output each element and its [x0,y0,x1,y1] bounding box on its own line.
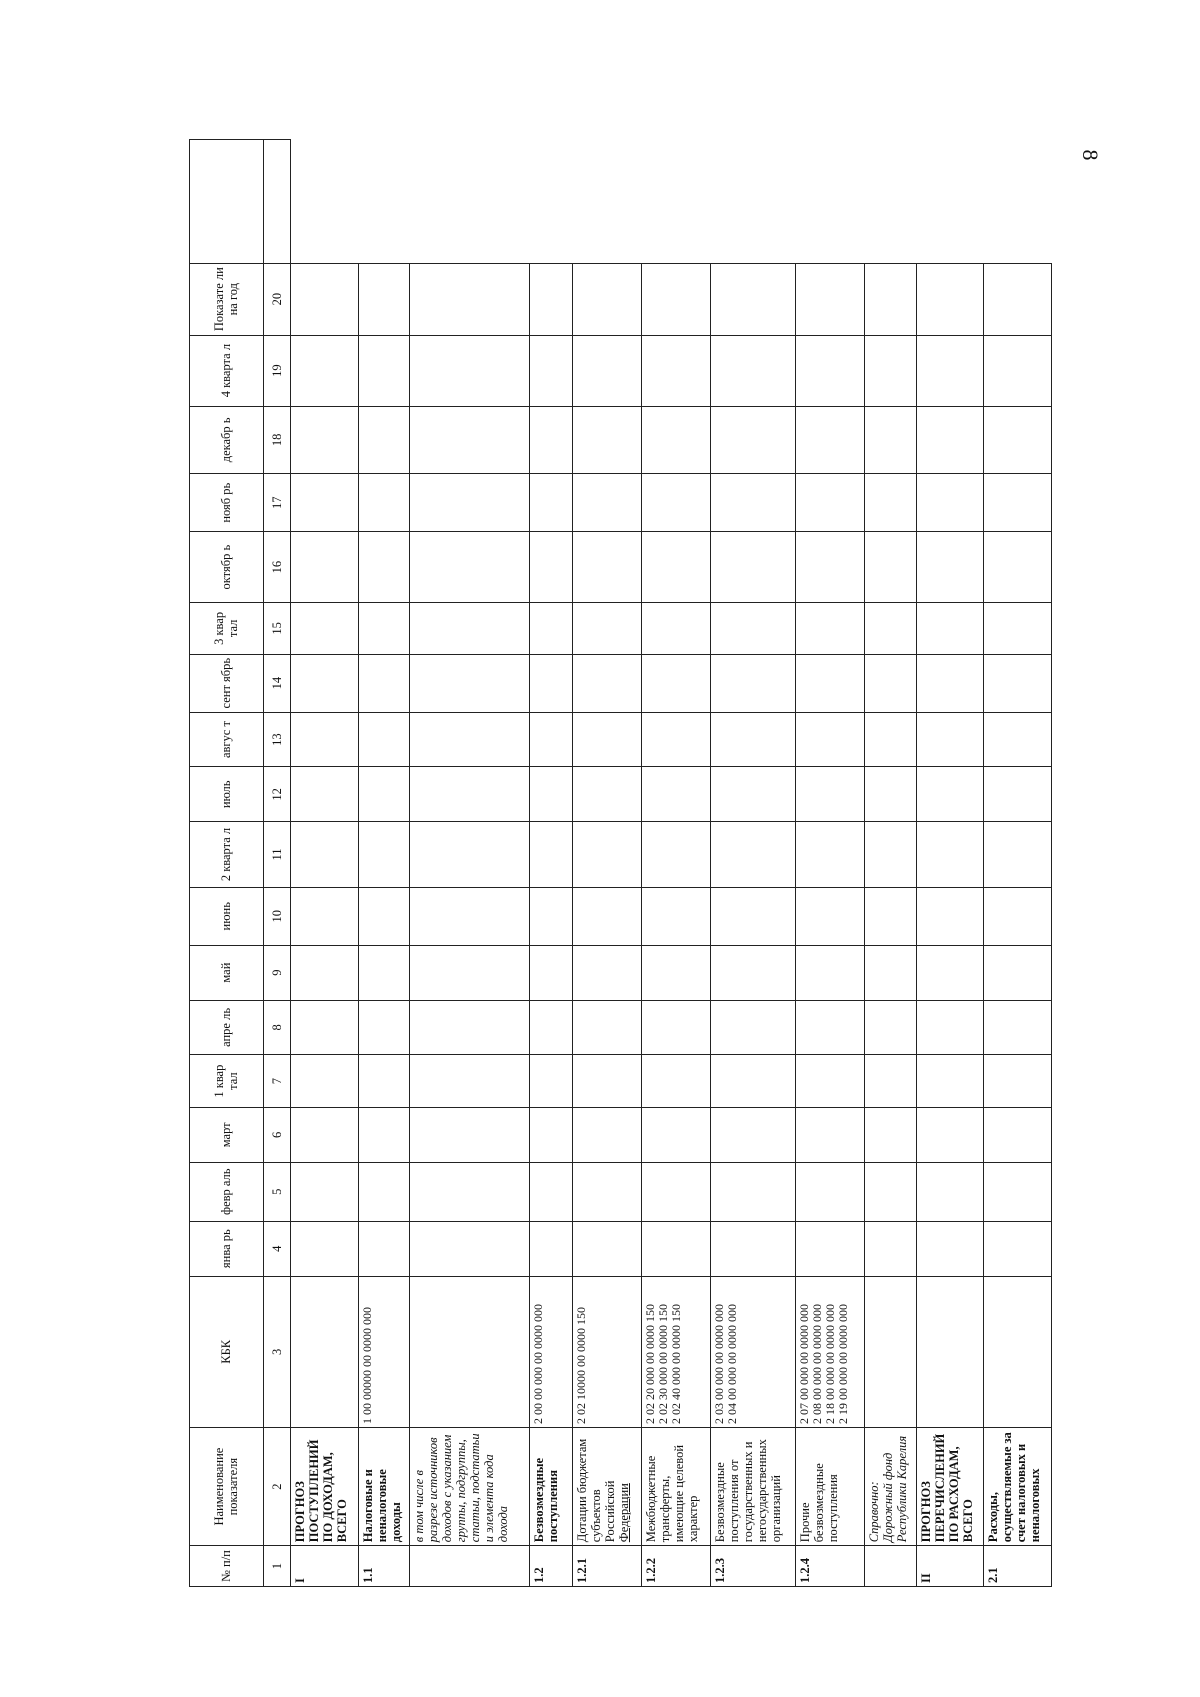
column-number: 18 [263,406,290,474]
row-name: Справочно: Дорожный фонд Республики Карелия [864,1428,916,1546]
row-kbk [864,1276,916,1427]
kbk-line: 2 07 00 000 00 0000 000 [797,1304,812,1425]
table-row [291,140,359,1587]
row-name-part: Федерации [617,1483,632,1543]
column-number-row [263,140,290,1587]
row-name: ПРОГНОЗ ПОСТУПЛЕНИЙ ПО ДОХОДАМ, ВСЕГО [291,1428,359,1546]
kbk-line: 2 02 40 000 00 0000 150 [669,1304,684,1425]
column-number: 6 [263,1107,290,1162]
row-number: I [291,1546,359,1587]
header-cell: КБК [190,1276,264,1427]
header-cell: апре ль [190,1000,264,1055]
row-number: 1.2.3 [710,1546,796,1587]
column-number: 8 [263,1000,290,1055]
column-number: 11 [263,822,290,888]
row-kbk [642,1276,711,1427]
column-number: 17 [263,474,290,532]
empty-cell [263,140,290,264]
column-number: 16 [263,532,290,603]
table-row [409,140,529,1587]
column-number: 2 [263,1428,290,1546]
table-row [642,140,711,1587]
row-number: 1.2.4 [796,1546,865,1587]
empty-cell [190,140,264,264]
header-cell: 3 квар тал [190,603,264,655]
row-number: 2.1 [984,1546,1052,1587]
header-cell: февр аль [190,1162,264,1221]
kbk-line: 2 02 30 000 00 0000 150 [656,1304,671,1425]
row-kbk [984,1276,1052,1427]
row-kbk: 2 02 10000 00 0000 150 [573,1276,642,1427]
column-number: 3 [263,1276,290,1427]
row-name [573,1428,642,1546]
row-name: Налоговые и неналоговые доходы [358,1428,409,1546]
row-name: Межбюджетные трансферты, имеющие целевой характер [642,1428,711,1546]
header-cell: Наименование показателя [190,1428,264,1546]
table-row [710,140,796,1587]
header-cell: 1 квар тал [190,1055,264,1108]
rotated-table-container [189,139,1052,1587]
column-number: 13 [263,712,290,767]
column-number: 1 [263,1546,290,1587]
row-kbk [916,1276,984,1427]
header-cell: № п/п [190,1546,264,1587]
header-cell: май [190,945,264,1000]
kbk-line: 2 02 20 000 00 0000 150 [643,1304,658,1425]
row-name-prefix: ПРОГНОЗ [918,1481,933,1543]
table-row [916,140,984,1587]
table-row [530,140,573,1587]
row-kbk [710,1276,796,1427]
header-cell: март [190,1107,264,1162]
row-name [916,1428,984,1546]
column-number: 7 [263,1055,290,1108]
row-number: 1.2.2 [642,1546,711,1587]
header-cell: июнь [190,887,264,945]
row-kbk: 2 00 00 000 00 0000 000 [530,1276,573,1427]
header-cell: янва рь [190,1221,264,1276]
column-number: 10 [263,887,290,945]
row-number: 1.2 [530,1546,573,1587]
row-name-text: ПЕРЕЧИСЛЕНИЙ ПО РАСХОДАМ, ВСЕГО [932,1433,975,1543]
table-row [573,140,642,1587]
row-name: Расходы, осуществляемые за счет налоговых и неналоговых [984,1428,1052,1546]
header-cell: июль [190,767,264,822]
row-name: в том числе в разрезе источников доходов с указанием группы, подгруппы, статьи, подстатьи и элемента кода дохода [409,1428,529,1546]
row-name-part: Дотации бюджетам субъектов Российской [575,1438,618,1543]
page-number: 8 [1078,149,1103,161]
header-cell: октябр ь [190,532,264,603]
header-cell: Показате ли на год [190,263,264,335]
column-number: 5 [263,1162,290,1221]
header-row [190,140,264,1587]
column-number: 12 [263,767,290,822]
row-name: Безвозмездные поступления от государственных и негосударственных организаций [710,1428,796,1546]
row-number [409,1546,529,1587]
forecast-table [189,139,1052,1587]
kbk-line: 2 04 00 000 00 0000 000 [724,1304,739,1425]
table-row [864,140,916,1587]
row-name: Прочие безвозмездные поступления [796,1428,865,1546]
kbk-line: 2 08 00 000 00 0000 000 [810,1304,825,1425]
row-name: Безвозмездные поступления [530,1428,573,1546]
column-number: 9 [263,945,290,1000]
column-number: 4 [263,1221,290,1276]
kbk-line: 2 03 00 000 00 0000 000 [711,1304,726,1425]
row-kbk [796,1276,865,1427]
column-number: 15 [263,603,290,655]
kbk-line: 2 18 00 000 00 0000 000 [823,1304,838,1425]
column-number: 19 [263,335,290,406]
column-number: 14 [263,654,290,712]
row-number: 1.1 [358,1546,409,1587]
kbk-line: 2 19 00 000 00 0000 000 [836,1304,851,1425]
header-cell: декабр ь [190,406,264,474]
header-cell: авгус т [190,712,264,767]
row-number: 1.2.1 [573,1546,642,1587]
header-cell: нояб рь [190,474,264,532]
table-row [358,140,409,1587]
row-number: II [916,1546,984,1587]
header-cell: сент ябрь [190,654,264,712]
column-number: 20 [263,263,290,335]
row-kbk [291,1276,359,1427]
row-kbk [409,1276,529,1427]
table-row [984,140,1052,1587]
row-kbk: 1 00 00000 00 0000 000 [358,1276,409,1427]
row-number [864,1546,916,1587]
table-row [796,140,865,1587]
header-cell: 2 кварта л [190,822,264,888]
header-cell: 4 кварта л [190,335,264,406]
